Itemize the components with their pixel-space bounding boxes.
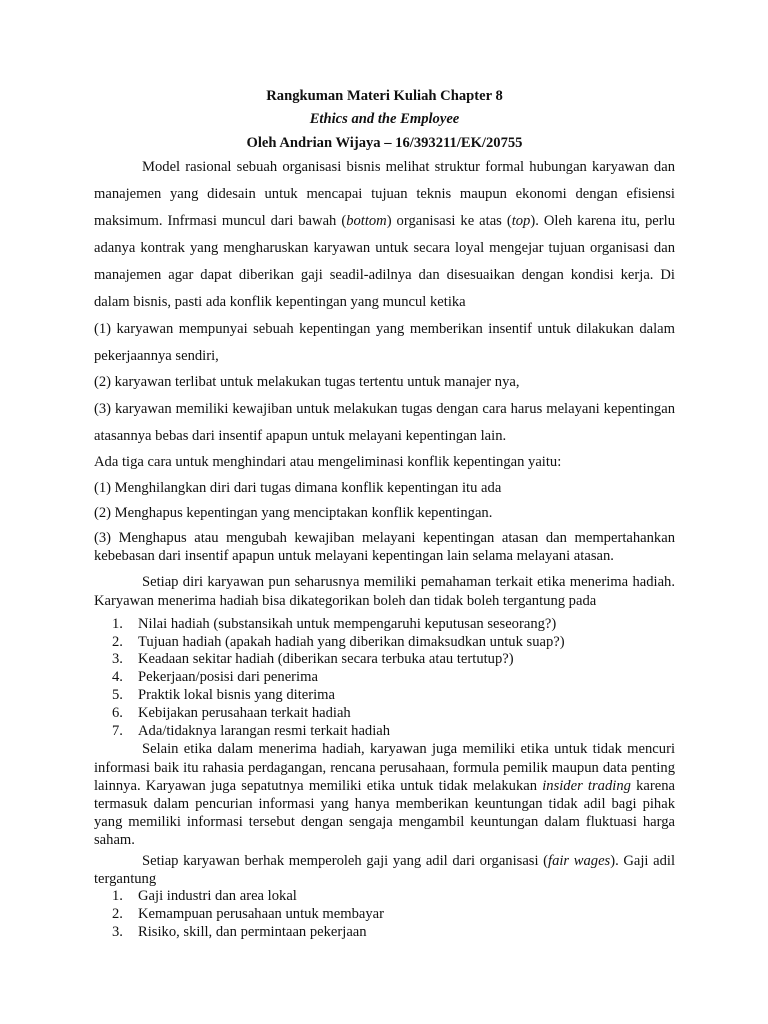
wage-factors-list — [94, 888, 675, 941]
fair-wages-paragraph: Setiap karyawan berhak memperoleh gaji yang adil dari organisasi (fair wages). Gaji adil tergantung — [94, 852, 675, 887]
way-2: (2) Menghapus kepentingan yang menciptakan konflik kepentingan. — [94, 505, 493, 521]
document-page — [94, 87, 675, 941]
insider-trading-paragraph: Selain etika dalam menerima hadiah, karyawan juga memiliki etika untuk tidak mencuri informasi baik itu rahasia perdagangan, rencana perusahaan, formula pemilik maupun data penting lainnya. Karyawan juga sepatutnya memiliki etika untuk tidak melakukan insider trading karena termasuk dalam pencurian informasi yang hanya memberikan keuntungan tidak adil bagi pihak yang memiliki informasi tersebut dengan sengaja mengambil keuntungan dalam fluktuasi harga saham. — [94, 741, 675, 849]
way-1: (1) Menghilangkan diri dari tugas dimana konflik kepentingan itu ada — [94, 480, 502, 496]
list-item: 3. Risiko, skill, dan permintaan pekerjaan — [112, 923, 367, 940]
list-item: 3. Keadaan sekitar hadiah (diberikan secara terbuka atau tertutup?) — [112, 651, 514, 668]
ways-intro: Ada tiga cara untuk menghindari atau mengeliminasi konflik kepentingan yaitu: — [94, 454, 562, 470]
list-item: 2. Kemampuan perusahaan untuk membayar — [112, 905, 384, 922]
list-item: 7. Ada/tidaknya larangan resmi terkait hadiah — [112, 722, 391, 739]
list-item: 4. Pekerjaan/posisi dari penerima — [112, 669, 318, 686]
list-item: 6. Kebijakan perusahaan terkait hadiah — [112, 704, 351, 721]
list-item: 1. Gaji industri dan area lokal — [112, 888, 297, 905]
gift-factors-list — [94, 616, 675, 741]
list-item: 1. Nilai hadiah (substansikah untuk mempengaruhi keputusan seseorang?) — [112, 615, 557, 632]
document-author: Oleh Andrian Wijaya – 16/393211/EK/20755 — [246, 135, 523, 151]
conflict-case-1: (1) karyawan mempunyai sebuah kepentingan yang memberikan insentif untuk dilakukan dalam pekerjaannya sendiri, — [94, 321, 675, 364]
conflict-case-2: (2) karyawan terlibat untuk melakukan tugas tertentu untuk manajer nya, — [94, 374, 520, 390]
document-subtitle: Ethics and the Employee — [309, 111, 460, 127]
intro-paragraph: Model rasional sebuah organisasi bisnis melihat struktur formal hubungan karyawan dan manajemen yang didesain untuk mencapai tujuan teknis maupun ekonomi dengan efisiensi maksimum. Infrmasi muncul dari bawah (bottom) organisasi ke atas (top). Oleh karena itu, perlu adanya kontrak yang mengharuskan karyawan untuk secara loyal mengejar tujuan organisasi dan manajemen agar dapat diberikan gaji seadil-adilnya dan disesuaikan dengan kondisi kerja. Di dalam bisnis, pasti ada konflik kepentingan yang muncul ketika — [94, 159, 675, 310]
document-title: Rangkuman Materi Kuliah Chapter 8 — [266, 88, 503, 104]
list-item: 2. Tujuan hadiah (apakah hadiah yang diberikan dimaksudkan untuk suap?) — [112, 633, 565, 650]
list-item: 5. Praktik lokal bisnis yang diterima — [112, 687, 335, 703]
way-3: (3) Menghapus atau mengubah kewajiban melayani kepentingan atasan dan mempertahankan kebebasan dari insentif apapun untuk melayani kepentingan lain selama melayani atasan. — [94, 530, 675, 565]
gifts-intro-paragraph: Setiap diri karyawan pun seharusnya memiliki pemahaman terkait etika menerima hadiah. Karyawan menerima hadiah bisa dikategorikan boleh dan tidak boleh tergantung pada — [94, 574, 675, 609]
conflict-case-3: (3) karyawan memiliki kewajiban untuk melakukan tugas dengan cara harus melayani kepentingan atasannya bebas dari insentif apapun untuk melayani kepentingan lain. — [94, 401, 675, 444]
